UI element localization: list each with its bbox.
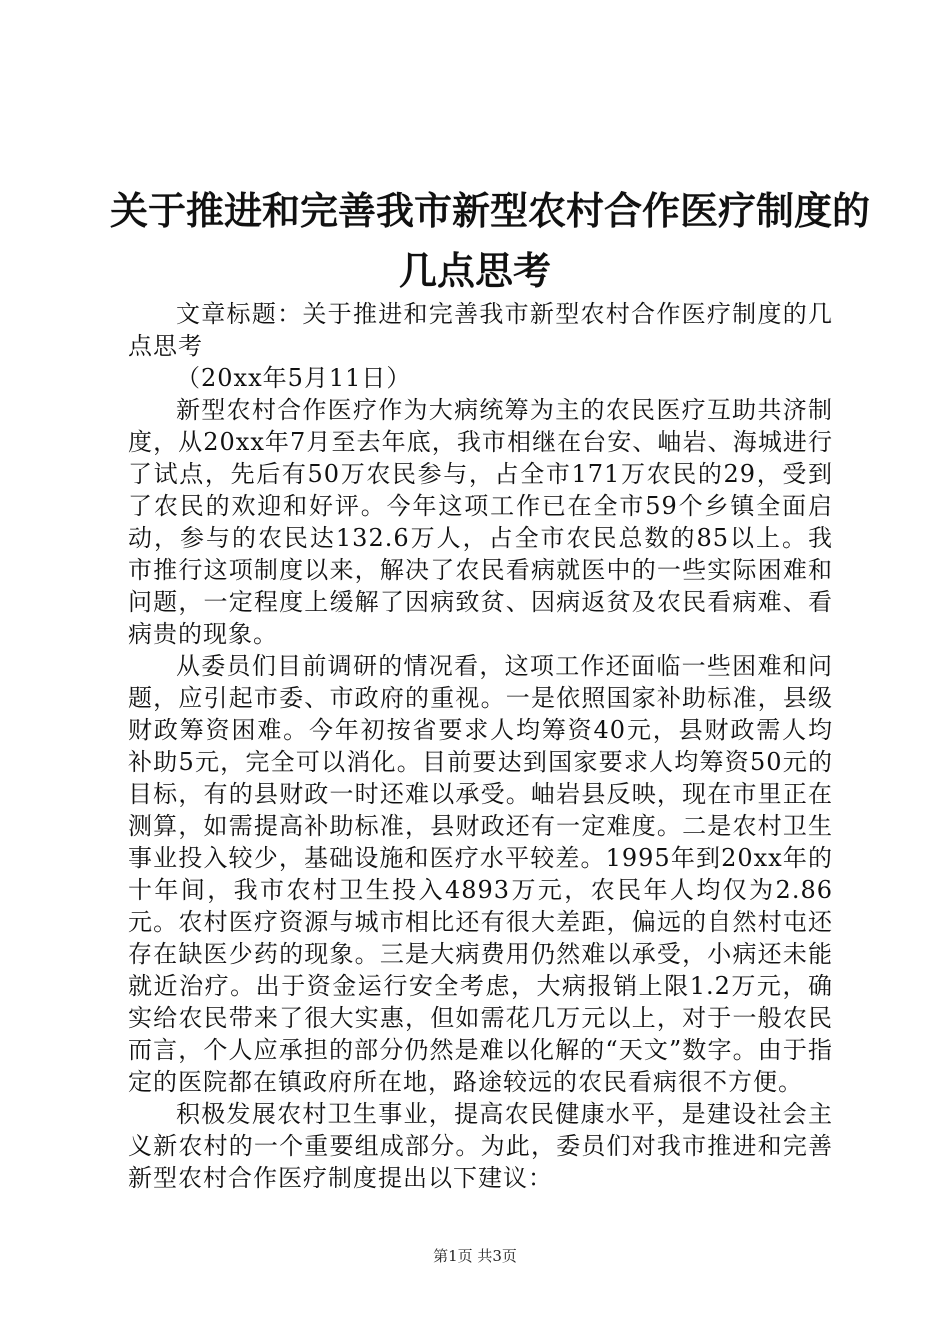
date-paragraph: （20xx年5月11日） [176,364,412,392]
article-title-paragraph: 文章标题：关于推进和完善我市新型农村合作医疗制度的几点思考 [128,300,833,360]
page-number-footer: 第1页 共3页 [433,1247,517,1265]
document-title-line-1: 关于推进和完善我市新型农村合作医疗制度的 [110,189,871,233]
body-paragraph: 积极发展农村卫生事业，提高农民健康水平，是建设社会主义新农村的一个重要组成部分。为此，委员们对我市推进和完善新型农村合作医疗制度提出以下建议： [128,1100,833,1192]
document-title-line-2: 几点思考 [398,249,551,293]
document-body [128,298,833,1194]
body-paragraph: 从委员们目前调研的情况看，这项工作还面临一些困难和问题，应引起市委、市政府的重视。一是依照国家补助标准，县级财政筹资困难。今年初按省要求人均筹资40元，县财政需人均补助5元，完全可以消化。目前要达到国家要求人均筹资50元的目标，有的县财政一时还难以承受。岫岩县反映，现在市里正在测算，如需提高补助标准，县财政还有一定难度。二是农村卫生事业投入较少，基础设施和医疗水平较差。1995年到20xx年的十年间，我市农村卫生投入4893万元，农民年人均仅为2.86元。农村医疗资源与城市相比还有很大差距，偏远的自然村屯还存在缺医少药的现象。三是大病费用仍然难以承受，小病还未能就近治疗。出于资金运行安全考虑，大病报销上限1.2万元，确实给农民带来了很大实惠，但如需花几万元以上，对于一般农民而言，个人应承担的部分仍然是难以化解的“天文”数字。由于指定的医院都在镇政府所在地，路途较远的农民看病很不方便。 [128,652,833,1096]
body-paragraph: 新型农村合作医疗作为大病统筹为主的农民医疗互助共济制度，从20xx年7月至去年底，我市相继在台安、岫岩、海城进行了试点，先后有50万农民参与，占全市171万农民的29，受到了农民的欢迎和好评。今年这项工作已在全市59个乡镇全面启动，参与的农民达132.6万人，占全市农民总数的85以上。我市推行这项制度以来，解决了农民看病就医中的一些实际困难和问题，一定程度上缓解了因病致贫、因病返贫及农民看病难、看病贵的现象。 [128,396,833,648]
